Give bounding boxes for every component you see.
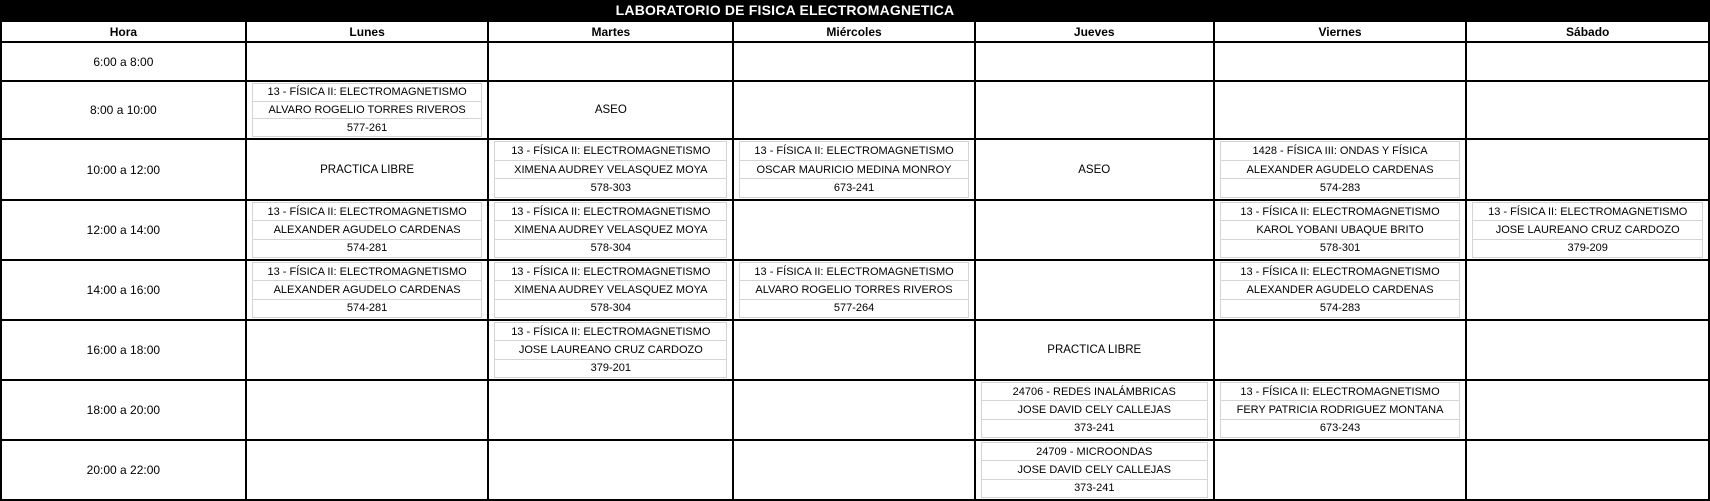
course-name: 13 - FÍSICA II: ELECTROMAGNETISMO: [739, 262, 969, 281]
page-title: LABORATORIO DE FISICA ELECTROMAGNETICA: [0, 0, 1710, 20]
schedule-cell-empty: [733, 320, 975, 380]
schedule-row: [1, 380, 1709, 440]
schedule-cell-empty: [1214, 81, 1467, 139]
room-code: 574-283: [1220, 178, 1461, 198]
room-code: 379-209: [1472, 239, 1703, 258]
schedule-cell-empty: [975, 200, 1214, 260]
schedule-cell-empty: [1466, 260, 1709, 320]
time-slot: 16:00 a 18:00: [1, 320, 246, 380]
room-code: 373-241: [981, 419, 1208, 438]
course-name: 13 - FÍSICA II: ELECTROMAGNETISMO: [1220, 262, 1461, 281]
schedule-cell-empty: [975, 81, 1214, 139]
column-header-sabado: Sábado: [1466, 21, 1709, 42]
room-code: 577-264: [739, 299, 969, 318]
course-name: 13 - FÍSICA II: ELECTROMAGNETISMO: [252, 262, 483, 281]
schedule-cell-empty: [246, 42, 489, 81]
schedule-cell-empty: [246, 380, 489, 440]
course-name: 24709 - MICROONDAS: [981, 442, 1208, 461]
time-slot: 6:00 a 8:00: [1, 42, 246, 81]
schedule-row: [1, 260, 1709, 320]
column-header-viernes: Viernes: [1214, 21, 1467, 42]
schedule-cell-empty: [1214, 320, 1467, 380]
room-code: 373-241: [981, 479, 1208, 498]
teacher-name: JOSE DAVID CELY CALLEJAS: [981, 460, 1208, 479]
schedule-cell-empty: [1214, 440, 1467, 500]
column-header-lunes: Lunes: [246, 21, 489, 42]
schedule-cell-empty: [733, 81, 975, 139]
course-name: 13 - FÍSICA II: ELECTROMAGNETISMO: [494, 262, 727, 281]
teacher-name: ALVARO ROGELIO TORRES RIVEROS: [739, 280, 969, 299]
teacher-name: ALEXANDER AGUDELO CARDENAS: [1220, 160, 1461, 180]
schedule-table: [0, 20, 1710, 501]
schedule-cell: [1214, 200, 1467, 260]
schedule-cell: [975, 380, 1214, 440]
teacher-name: JOSE LAUREANO CRUZ CARDOZO: [494, 340, 727, 359]
schedule-row: [1, 200, 1709, 260]
course-name: 13 - FÍSICA II: ELECTROMAGNETISMO: [252, 83, 483, 102]
room-code: 574-281: [252, 299, 483, 318]
teacher-name: OSCAR MAURICIO MEDINA MONROY: [739, 160, 969, 180]
schedule-cell-empty: [733, 42, 975, 81]
course-name: 13 - FÍSICA II: ELECTROMAGNETISMO: [494, 322, 727, 341]
room-code: 673-243: [1220, 419, 1461, 438]
schedule-row: [1, 42, 1709, 81]
teacher-name: ALEXANDER AGUDELO CARDENAS: [1220, 280, 1461, 299]
teacher-name: JOSE LAUREANO CRUZ CARDOZO: [1472, 220, 1703, 239]
room-code: 574-281: [252, 239, 483, 258]
column-header-jueves: Jueves: [975, 21, 1214, 42]
teacher-name: ALEXANDER AGUDELO CARDENAS: [252, 280, 483, 299]
teacher-name: KAROL YOBANI UBAQUE BRITO: [1220, 220, 1461, 239]
teacher-name: ALEXANDER AGUDELO CARDENAS: [252, 220, 483, 239]
schedule-cell-empty: [246, 440, 489, 500]
course-name: 1428 - FÍSICA III: ONDAS Y FÍSICA: [1220, 141, 1461, 161]
teacher-name: ALVARO ROGELIO TORRES RIVEROS: [252, 101, 483, 120]
schedule-cell: [488, 139, 733, 200]
room-code: 574-283: [1220, 299, 1461, 318]
schedule-cell: ASEO: [488, 81, 733, 139]
schedule-cell-empty: [488, 380, 733, 440]
course-name: 13 - FÍSICA II: ELECTROMAGNETISMO: [252, 202, 483, 221]
schedule-cell: [975, 440, 1214, 500]
room-code: 673-241: [739, 178, 969, 198]
course-name: 13 - FÍSICA II: ELECTROMAGNETISMO: [494, 202, 727, 221]
course-name: 24706 - REDES INALÁMBRICAS: [981, 382, 1208, 401]
schedule-cell-empty: [488, 440, 733, 500]
time-slot: 14:00 a 16:00: [1, 260, 246, 320]
time-slot: 18:00 a 20:00: [1, 380, 246, 440]
schedule-cell: [488, 200, 733, 260]
schedule-cell-empty: [975, 260, 1214, 320]
schedule-cell: [1466, 200, 1709, 260]
room-code: 578-304: [494, 299, 727, 318]
schedule-cell: [488, 260, 733, 320]
schedule-row: [1, 139, 1709, 200]
course-name: 13 - FÍSICA II: ELECTROMAGNETISMO: [1220, 202, 1461, 221]
schedule-cell-empty: [733, 380, 975, 440]
room-code: 577-261: [252, 118, 483, 137]
schedule-cell-empty: [1466, 380, 1709, 440]
schedule-cell: [488, 320, 733, 380]
column-header-miercoles: Miércoles: [733, 21, 975, 42]
schedule-cell-empty: [733, 200, 975, 260]
schedule-cell: PRACTICA LIBRE: [246, 139, 489, 200]
schedule-cell-empty: [1466, 139, 1709, 200]
schedule-cell-empty: [733, 440, 975, 500]
schedule-cell-empty: [1466, 440, 1709, 500]
schedule-cell-empty: [246, 320, 489, 380]
time-slot: 12:00 a 14:00: [1, 200, 246, 260]
room-code: 578-304: [494, 239, 727, 258]
schedule-cell: PRACTICA LIBRE: [975, 320, 1214, 380]
schedule-cell-empty: [1466, 81, 1709, 139]
teacher-name: FERY PATRICIA RODRIGUEZ MONTANA: [1220, 400, 1461, 419]
schedule-cell: [1214, 139, 1467, 200]
schedule-cell-empty: [488, 42, 733, 81]
schedule-row: [1, 320, 1709, 380]
teacher-name: XIMENA AUDREY VELASQUEZ MOYA: [494, 160, 727, 180]
column-header-hora: Hora: [1, 21, 246, 42]
schedule-cell: [733, 139, 975, 200]
time-slot: 8:00 a 10:00: [1, 81, 246, 139]
room-code: 578-301: [1220, 239, 1461, 258]
column-header-martes: Martes: [488, 21, 733, 42]
teacher-name: XIMENA AUDREY VELASQUEZ MOYA: [494, 280, 727, 299]
schedule-cell: [246, 81, 489, 139]
schedule-cell: [1214, 380, 1467, 440]
course-name: 13 - FÍSICA II: ELECTROMAGNETISMO: [739, 141, 969, 161]
room-code: 578-303: [494, 178, 727, 198]
schedule-cell-empty: [1466, 42, 1709, 81]
schedule-cell: [246, 260, 489, 320]
schedule-row: [1, 81, 1709, 139]
time-slot: 10:00 a 12:00: [1, 139, 246, 200]
teacher-name: XIMENA AUDREY VELASQUEZ MOYA: [494, 220, 727, 239]
header-row: [1, 21, 1709, 42]
schedule-cell: [246, 200, 489, 260]
schedule-row: [1, 440, 1709, 500]
schedule-cell: [733, 260, 975, 320]
course-name: 13 - FÍSICA II: ELECTROMAGNETISMO: [1220, 382, 1461, 401]
teacher-name: JOSE DAVID CELY CALLEJAS: [981, 400, 1208, 419]
schedule-cell-empty: [1214, 42, 1467, 81]
room-code: 379-201: [494, 359, 727, 378]
schedule-cell-empty: [975, 42, 1214, 81]
course-name: 13 - FÍSICA II: ELECTROMAGNETISMO: [1472, 202, 1703, 221]
schedule-cell-empty: [1466, 320, 1709, 380]
course-name: 13 - FÍSICA II: ELECTROMAGNETISMO: [494, 141, 727, 161]
time-slot: 20:00 a 22:00: [1, 440, 246, 500]
schedule-cell: [1214, 260, 1467, 320]
schedule-cell: ASEO: [975, 139, 1214, 200]
